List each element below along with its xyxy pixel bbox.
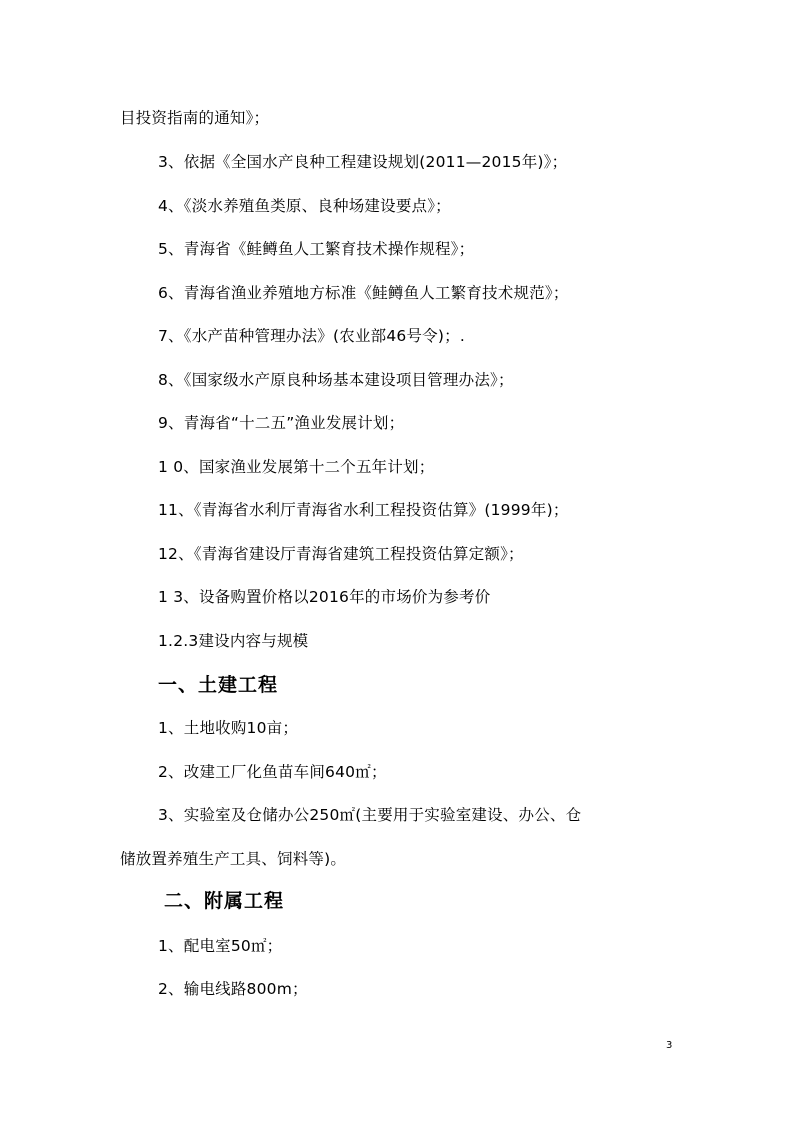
- text-line-6: 7、《水产苗种管理办法》(农业部46号令)；.: [158, 327, 465, 345]
- heading-civil-works: 一、土建工程: [158, 674, 279, 696]
- text-line-7: 8、《国家级水产原良种场基本建设项目管理办法》；: [158, 371, 514, 389]
- text-line-21: 2、输电线路800m；: [158, 980, 308, 998]
- text-line-18: 储放置养殖生产工具、饲料等)。: [120, 850, 347, 868]
- text-line-9: 1 0、国家渔业发展第十二个五年计划；: [158, 458, 435, 476]
- page-number: 3: [666, 1040, 673, 1051]
- text-line-4: 5、青海省《鲑鳟鱼人工繁育技术操作规程》；: [158, 240, 475, 258]
- text-line-5: 6、青海省渔业养殖地方标准《鲑鳟鱼人工繁育技术规范》；: [158, 284, 569, 302]
- text-line-3: 4、《淡水养殖鱼类原、良种场建设要点》；: [158, 197, 451, 215]
- text-line-2: 3、依据《全国水产良种工程建设规划(2011—2015年)》；: [158, 153, 568, 171]
- text-line-15: 1、土地收购10亩；: [158, 719, 299, 737]
- text-line-17: 3、实验室及仓储办公250㎡(主要用于实验室建设、办公、仓: [158, 806, 582, 824]
- text-line-16: 2、改建工厂化鱼苗车间640㎡；: [158, 763, 387, 781]
- text-line-11: 12、《青海省建设厅青海省建筑工程投资估算定额》；: [158, 545, 524, 563]
- text-line-12: 1 3、设备购置价格以2016年的市场价为参考价: [158, 588, 491, 606]
- text-line-10: 11、《青海省水利厅青海省水利工程投资估算》(1999年)；: [158, 501, 569, 519]
- text-line-1: 目投资指南的通知》；: [120, 109, 270, 127]
- text-line-8: 9、青海省“十二五”渔业发展计划；: [158, 414, 405, 432]
- text-line-20: 1、配电室50㎡；: [158, 937, 283, 955]
- section-number-heading: 1.2.3建设内容与规模: [158, 632, 309, 650]
- heading-auxiliary-works: 二、附属工程: [164, 890, 285, 912]
